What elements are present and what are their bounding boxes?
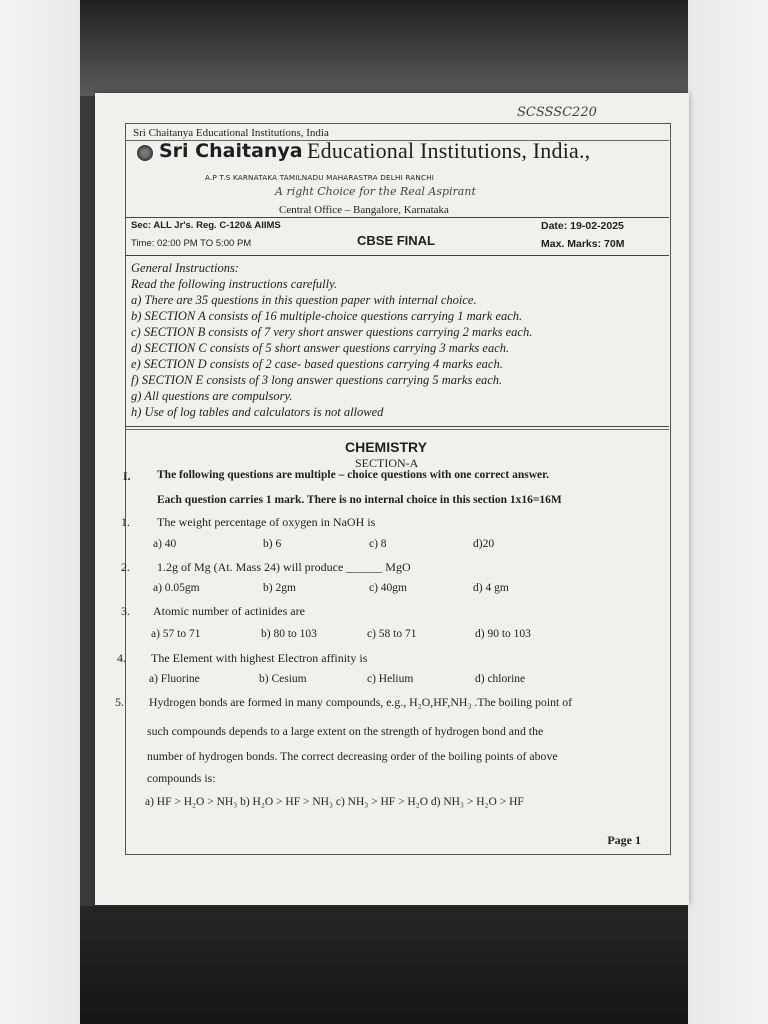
option: c) 58 to 71 — [367, 628, 417, 640]
exam-name: CBSE FINAL — [357, 233, 435, 248]
question-text: Atomic number of actinides are — [153, 604, 305, 618]
instruction-item: b) SECTION A consists of 16 multiple-choice questions carrying 1 mark each. — [131, 309, 523, 323]
question-text: such compounds depends to a large extent on the strength of hydrogen bond and the — [147, 724, 544, 738]
question-text: compounds is: — [147, 771, 216, 785]
question-number: 1. — [121, 515, 130, 529]
option: d) chlorine — [475, 673, 526, 685]
section-number: I. — [123, 469, 131, 483]
section-intro-line: Each question carries 1 mark. There is no internal choice in this section 1x16=16M — [157, 494, 562, 506]
question-number: 2. — [121, 560, 130, 574]
section-title: SECTION-A — [355, 456, 419, 470]
divider — [125, 217, 669, 218]
section-intro-line: The following questions are multiple – choice questions with one correct answer. — [157, 469, 550, 481]
instructions-title: General Instructions: — [131, 261, 239, 275]
question-text: number of hydrogen bonds. The correct decreasing order of the boiling points of above — [147, 749, 558, 763]
exam-time: Time: 02:00 PM TO 5:00 PM — [131, 238, 252, 249]
instruction-item: g) All questions are compulsory. — [131, 389, 293, 403]
option: a) 0.05gm — [153, 582, 200, 594]
option: b) Cesium — [259, 673, 307, 685]
divider — [125, 255, 669, 256]
divider — [125, 429, 669, 430]
org-line: Sri Chaitanya Educational Institutions, India — [133, 127, 329, 139]
question-number: 3. — [121, 604, 130, 618]
brand-name: Sri Chaitanya — [159, 140, 303, 162]
option: a) Fluorine — [149, 673, 200, 685]
option: b) 80 to 103 — [261, 628, 317, 640]
instructions-lead: Read the following instructions carefully. — [131, 277, 338, 291]
subject-title: CHEMISTRY — [345, 439, 427, 455]
instruction-item: e) SECTION D consists of 2 case- based questions carrying 4 marks each. — [131, 357, 503, 371]
background-right — [688, 0, 768, 1024]
instruction-item: a) There are 35 questions in this question paper with internal choice. — [131, 293, 477, 307]
page-number: Page 1 — [607, 833, 641, 847]
option: a) 40 — [153, 538, 177, 550]
question-text: The Element with highest Electron affinity is — [151, 651, 368, 665]
background-bottom — [0, 906, 768, 1024]
instruction-item: f) SECTION E consists of 3 long answer questions carrying 5 marks each. — [131, 373, 503, 387]
option: d)20 — [473, 538, 495, 550]
instruction-item: c) SECTION B consists of 7 very short answer questions carrying 2 marks each. — [131, 325, 533, 339]
option-line: a) HF > H₂O > NH₃ b) H₂O > HF > NH₃ c) NH₃ > HF > H₂O d) NH₃ > H₂O > HF — [145, 796, 524, 808]
option: b) 2gm — [263, 582, 296, 594]
question-number: 4. — [117, 651, 126, 665]
handwritten-code: SCSSSC220 — [517, 105, 597, 120]
states-line: A.P T.S KARNATAKA TAMILNADU MAHARASTRA DELHI RANCHI — [205, 173, 435, 182]
section-info: Sec: ALL Jr's. Reg. C-120& AIIMS — [131, 220, 281, 231]
background-top — [0, 0, 768, 96]
question-text: The weight percentage of oxygen in NaOH is — [157, 515, 376, 529]
question-text: 1.2g of Mg (At. Mass 24) will produce ______ MgO — [157, 560, 411, 574]
background-left — [0, 0, 80, 1024]
instruction-item: d) SECTION C consists of 5 short answer questions carrying 3 marks each. — [131, 341, 510, 355]
instruction-item: h) Use of log tables and calculators is not allowed — [131, 405, 384, 419]
question-text: Hydrogen bonds are formed in many compounds, e.g., H₂O,HF,NH₃ .The boiling point of — [149, 695, 573, 709]
exam-paper — [95, 93, 689, 905]
question-number: 5. — [115, 695, 124, 709]
option: c) 40gm — [369, 582, 408, 594]
exam-date: Date: 19-02-2025 — [541, 220, 624, 232]
option: d) 4 gm — [473, 582, 509, 594]
option: b) 6 — [263, 538, 282, 550]
institution-logo — [137, 145, 153, 161]
option: a) 57 to 71 — [151, 628, 201, 640]
option: d) 90 to 103 — [475, 628, 531, 640]
central-office: Central Office – Bangalore, Karnataka — [279, 204, 449, 216]
option: c) Helium — [367, 673, 414, 685]
divider — [125, 426, 669, 427]
max-marks: Max. Marks: 70M — [541, 238, 625, 250]
brand-subtitle: Educational Institutions, India., — [307, 138, 591, 163]
tagline: A right Choice for the Real Aspirant — [275, 185, 476, 198]
option: c) 8 — [369, 538, 387, 550]
